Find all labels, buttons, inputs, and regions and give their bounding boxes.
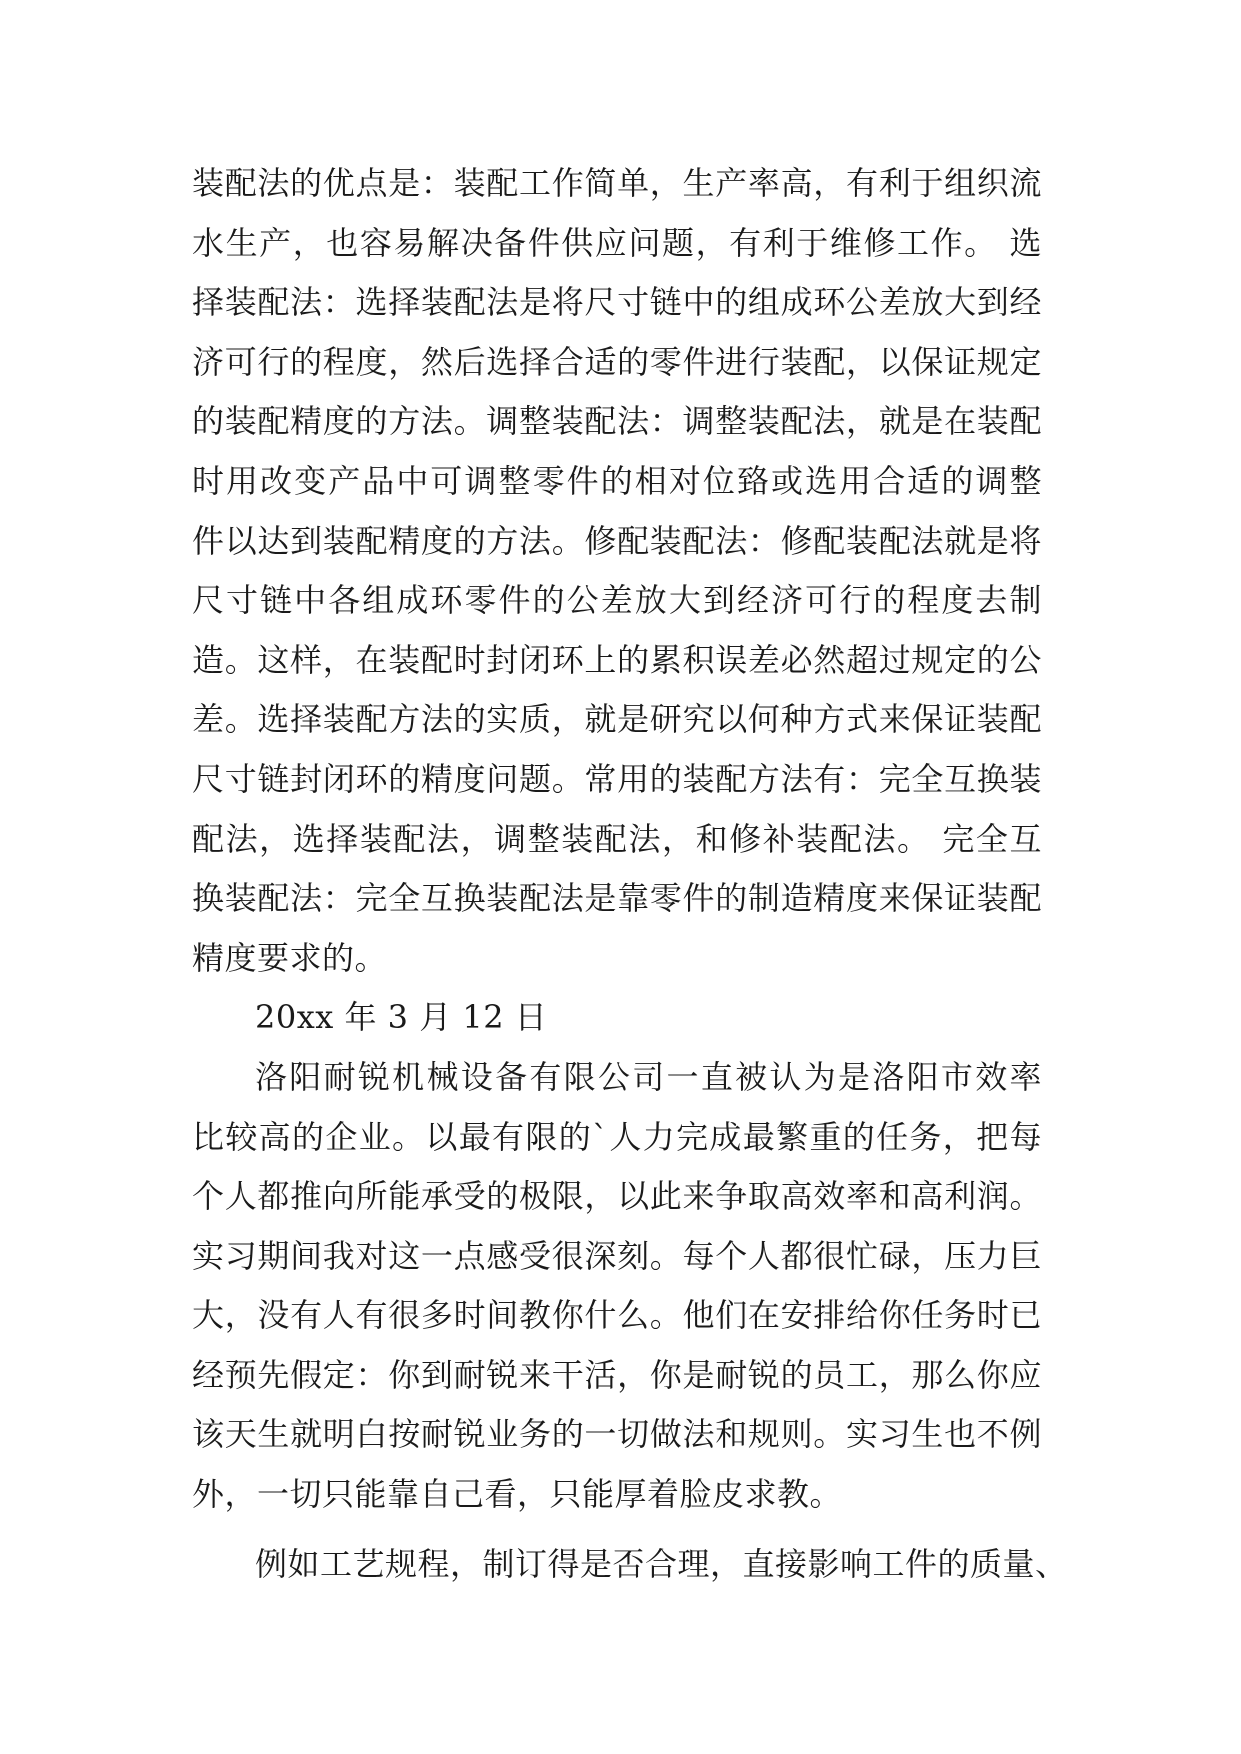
text-line: 装配法的优点是：装配工作简单，生产率高，有利于组织流 <box>192 164 1042 202</box>
text-line: 差。选择装配方法的实质，就是研究以何种方式来保证装配 <box>192 700 1042 739</box>
text-line: 配法，选择装配法，调整装配法，和修补装配法。 完全互 <box>192 819 1042 858</box>
paragraph-gap <box>192 1525 1042 1535</box>
text-line: 件以达到装配精度的方法。修配装配法：修配装配法就是将 <box>192 521 1042 560</box>
text-line: 大，没有人有很多时间教你什么。他们在安排给你任务时已 <box>192 1296 1042 1335</box>
text-line: 例如工艺规程，制订得是否合理，直接影响工件的质量、 <box>255 1544 1068 1583</box>
text-line: 洛阳耐锐机械设备有限公司一直被认为是洛阳市效率 <box>255 1057 1042 1096</box>
text-line: 的装配精度的方法。调整装配法：调整装配法，就是在装配 <box>192 402 1042 441</box>
text-line: 水生产，也容易解决备件供应问题，有利于维修工作。 选 <box>192 223 1042 262</box>
text-line: 比较高的企业。以最有限的`人力完成最繁重的任务，把每 <box>192 1117 1042 1156</box>
text-line: 个人都推向所能承受的极限，以此来争取高效率和高利润。 <box>192 1177 1042 1216</box>
text-line: 实习期间我对这一点感受很深刻。每个人都很忙碌，压力巨 <box>192 1236 1042 1275</box>
text-line: 择装配法：选择装配法是将尺寸链中的组成环公差放大到经 <box>192 283 1042 322</box>
text-line: 尺寸链中各组成环零件的公差放大到经济可行的程度去制 <box>192 581 1042 620</box>
text-line: 换装配法：完全互换装配法是靠零件的制造精度来保证装配 <box>192 879 1042 918</box>
date-line: 20xx 年 3 月 12 日 <box>255 998 548 1037</box>
text-line: 尺寸链封闭环的精度问题。常用的装配方法有：完全互换装 <box>192 759 1042 798</box>
text-line: 经预先假定：你到耐锐来干活，你是耐锐的员工，那么你应 <box>192 1355 1042 1394</box>
paragraph-company-internship <box>192 1048 1042 1525</box>
text-line: 外，一切只能靠自己看，只能厚着脸皮求教。 <box>192 1475 843 1514</box>
paragraph-process-specification <box>192 1535 1068 1595</box>
text-line: 该天生就明白按耐锐业务的一切做法和规则。实习生也不例 <box>192 1415 1042 1454</box>
document-body <box>192 154 1068 1594</box>
paragraph-assembly-methods <box>192 154 1042 988</box>
text-line: 精度要求的。 <box>192 938 388 977</box>
text-line: 时用改变产品中可调整零件的相对位臵或选用合适的调整 <box>192 461 1042 500</box>
text-line: 造。这样，在装配时封闭环上的累积误差必然超过规定的公 <box>192 640 1042 679</box>
text-line: 济可行的程度，然后选择合适的零件进行装配，以保证规定 <box>192 342 1042 381</box>
